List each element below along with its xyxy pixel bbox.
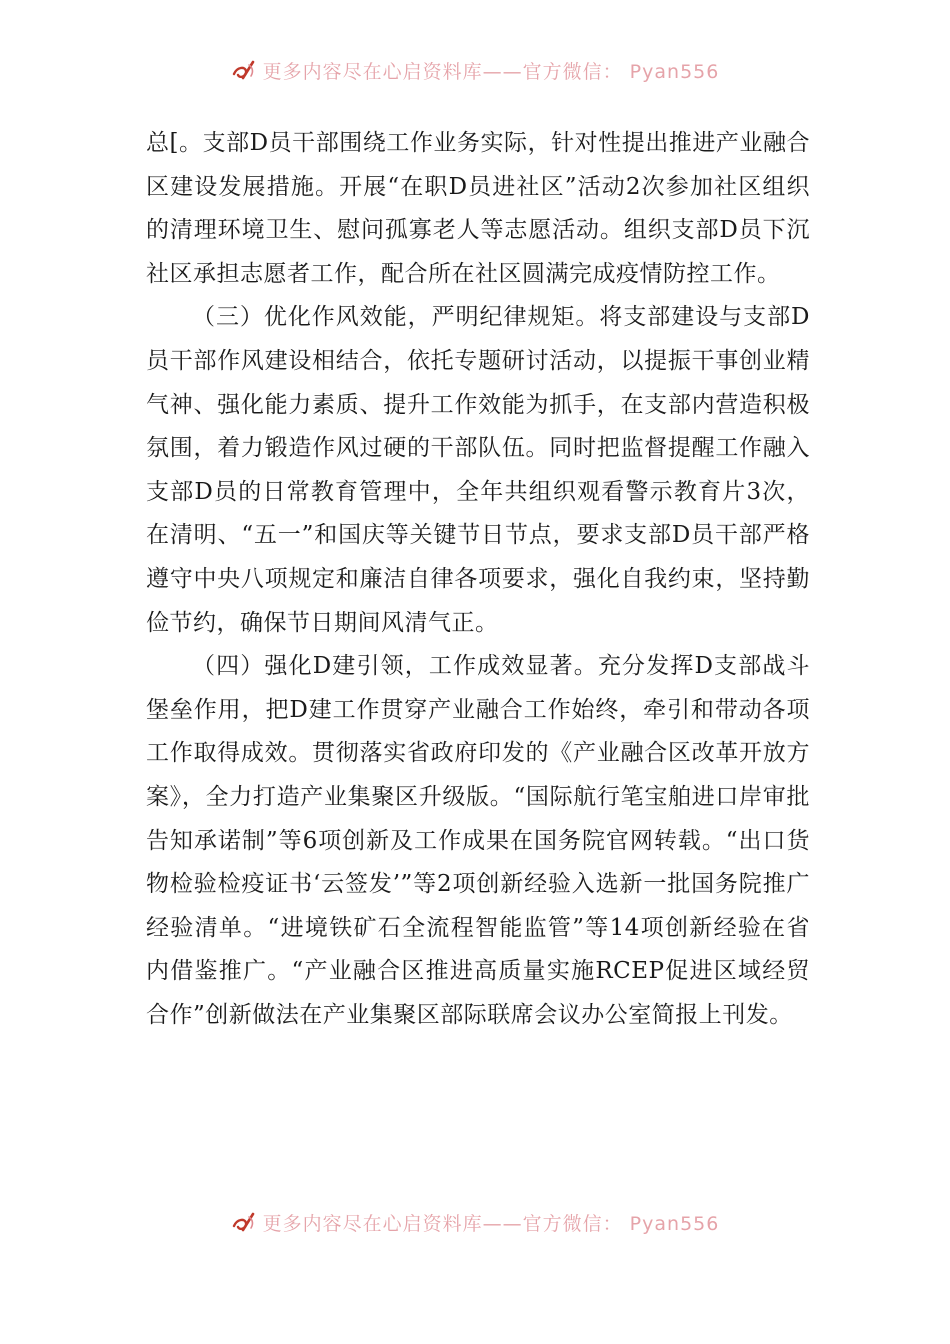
- footer-watermark: [0, 1202, 950, 1242]
- paragraph-section-three: （三）优化作风效能，严明纪律规矩。将支部建设与支部D员干部作风建设相结合，依托专题研讨活动，以提振干事创业精气神、强化能力素质、提升工作效能为抓手，在支部内营造积极氛围，着力锻造作风过硬的干部队伍。同时把监督提醒工作融入支部D员的日常教育管理中，全年共组织观看警示教育片3次，在清明、“五一”和国庆等关键节日节点，要求支部D员干部严格遵守中央八项规定和廉洁自律各项要求，强化自我约束，坚持勤俭节约，确保节日期间风清气正。: [146, 304, 810, 636]
- header-watermark: [0, 50, 950, 90]
- watermark-text: 更多内容尽在心启资料库——官方微信： Pyan556: [262, 1212, 720, 1235]
- document-body: [146, 122, 810, 1037]
- paragraph-section-four: （四）强化D建引领，工作成效显著。充分发挥D支部战斗堡垒作用，把D建工作贯穿产业融合工作始终，牵引和带动各项工作取得成效。贯彻落实省政府印发的《产业融合区改革开放方案》，全力打造产业集聚区升级版。“国际航行笔宝舶进口岸审批告知承诺制”等6项创新及工作成果在国务院官网转载。“出口货物检验检疫证书‘云签发’”等2项创新经验入选新一批国务院推广经验清单。“进境铁矿石全流程智能监管”等14项创新经验在省内借鉴推广。“产业融合区推进高质量实施RCEP促进区域经贸合作”创新做法在产业集聚区部际联席会议办公室简报上刊发。: [146, 653, 810, 1028]
- watermark-text: 更多内容尽在心启资料库——官方微信： Pyan556: [262, 60, 720, 83]
- pen-swirl-logo-icon: [231, 1209, 257, 1235]
- paragraph-continuation: 总[。支部D员干部围绕工作业务实际，针对性提出推进产业融合区建设发展措施。开展“在职D员进社区”活动2次参加社区组织的清理环境卫生、慰问孤寡老人等志愿活动。组织支部D员下沉社区承担志愿者工作，配合所在社区圆满完成疫情防控工作。: [146, 130, 810, 287]
- pen-swirl-logo-icon: [231, 57, 257, 83]
